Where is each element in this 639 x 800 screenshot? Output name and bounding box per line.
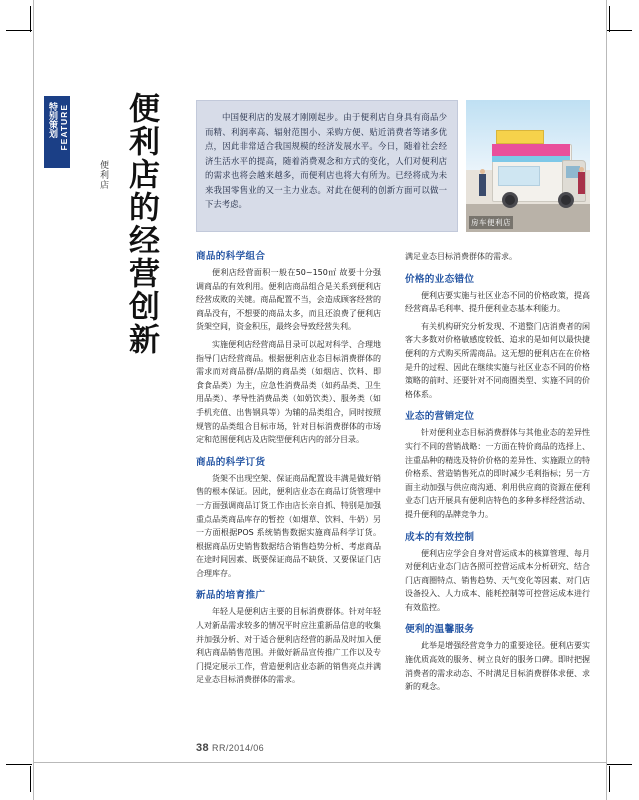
body-paragraph: 此举是增强经营竞争力的重要途径。便利店要实施优质高效的服务、树立良好的服务口碑。即时把握消费者的需求动态、不时满足目标消费群体求便、求新的观念。 [405, 641, 590, 692]
crop-mark [609, 766, 610, 792]
body-paragraph: 针对便利业态目标消费群体与其他业态的差异性实行不同的营销战略：一方面在特价商品的选择上、注重品种的精选及特价价格的差异性、实施跟立的特价格系、营造销售死点的即时减少毛利指标；另一方面主动加强与供应商沟通、利用供应商的资源在便利业态门店开展具有便利店特色的多种多样经营活动、提升便利的品牌竞争力。 [405, 428, 590, 519]
page-title: 便利店的经营创新 [123, 92, 159, 356]
body-column-right [405, 250, 590, 698]
section-heading: 商品的科学订货 [196, 456, 266, 468]
crop-mark [606, 30, 632, 31]
section-heading: 新品的培育推广 [196, 590, 266, 602]
crop-mark [30, 766, 31, 792]
crop-mark [6, 764, 32, 765]
photo-person [578, 172, 585, 194]
body-paragraph: 便利店应学会自身对营运成本的核算管理、每月对便利店业态门店各照可控营运成本分析研究、结合门店商圈特点、销售趋势、天气变化等因素、对门店设备投入、人力成本、能耗控制等可控营运成本进行有效监控。 [405, 548, 590, 612]
section-heading: 成本的有效控制 [405, 531, 475, 543]
article-subtitle: 便利店 [99, 160, 109, 190]
section-heading: 价格的业态错位 [405, 273, 475, 285]
article-photo [466, 100, 590, 232]
body-column-left [196, 250, 381, 691]
body-paragraph: 便利店要实施与社区业态不同的价格政策，提高经营商品毛利率、提升便利业态基本利能力。 [405, 290, 590, 314]
photo-caption: 房车便利店 [471, 218, 511, 227]
page-number: 38 [196, 742, 210, 754]
page-frame-right [606, 0, 607, 800]
section-heading: 便利的温馨服务 [405, 624, 475, 636]
crop-mark [30, 6, 31, 32]
photo-truck-wheel [502, 192, 518, 208]
body-paragraph: 实施便利店经营商品目录可以起对科学、合理地指导门店经营商品。根据便利店业态目标消费群体的需求而对商品群/品期的商品类（如烟店、饮料、即食食品类）为主，应急性消费品类（如药品类、卫生用品类）、孝导性消费品类（如奶饮类）、服务类（如手机充值、出售钢具等）为辅的品类组合，同时按照规管的品类组合目标市场，针对目标消费群体的市场定和范围便利店及店院型便利店内的部分目录。 [196, 339, 381, 445]
photo-truck-stripe-secondary [492, 156, 570, 162]
page-frame-left [33, 0, 34, 800]
photo-truck-wheel [558, 192, 574, 208]
photo-signboard [496, 130, 544, 144]
body-paragraph: 满足业态目标消费群体的需求。 [405, 252, 517, 261]
photo-truck-service-window [498, 166, 540, 186]
photo-person [479, 174, 486, 196]
lead-paragraph: 中国便利店的发展才刚刚起步。由于便利店自身具有商品少而精、利润率高、辐射范围小、采购方便、贴近消费者等诸多优点，因此非常适合我国规模的经济发展水平。今日，随着社会经济生活水平的提高，随着消费观念和方式的变化，人们对便利店的需求也将会越来越多，而便利店也将大有所为。已经将成为未来我国零售业的又一主力业态。对此在便利的创新方面可以做一下去考虑。 [205, 112, 447, 209]
crop-mark [6, 30, 32, 31]
crop-mark [606, 764, 632, 765]
body-paragraph: 有关机构研究分析发现、不道整门店消费者的闲客大多数对价格敏感度较低、追求的是如何以最快捷便利的方式购买所需商品。这无想的便利店在在价格是升的过程、因此在继续实施与社区业态不同的价格策略的前时、还要针对不同商圈类型、实施不同的价格体系。 [405, 321, 590, 399]
body-paragraph: 年轻人是便利店主要的目标消费群体。针对年轻人对新品需求较多的情况平时应注重新品信息的收集并加强分析、对于适合便利店经营的新品及时加入便利店商品销售范围。并做好新品宣传推广工作以及专门提定展示工作，营造便利店业态新的销售亮点并满足业态目标消费群体的需求。 [196, 607, 381, 685]
body-paragraph: 便利店经营面积一般在50~150㎡ 故要十分强调商品的有效利用。便利店商品组合是关系到便利店经营成败的关键。商品配置不当，会造成顾客经营的商品没有，不想要的商品太多，而且还浪费了便利店货架空间，资金积压，最终会导致经营失利。 [196, 268, 381, 332]
section-tab-label-cn: 特别策划 [48, 102, 58, 138]
crop-mark [609, 6, 610, 32]
section-tab [44, 96, 70, 168]
section-heading: 业态的营销定位 [405, 411, 475, 423]
page-frame-bottom [33, 762, 607, 763]
publication-info: RR/2014/06 [212, 743, 265, 753]
body-paragraph: 货架不出现空架、保证商品配置设丰满是做好销售的根本保证。因此，便利店业态在商品订货管理中一方面强调商品订货工作由店长亲自抓、特别是加强重点品类商品库存的暂控（如烟草、饮料、牛奶）另一方面根据POS 系统销售数据实施商品科学订货。根据商品历史销售数据结合销售趋势分析、考虑商品在途时间因素、既要保证商品不缺货、又要保证门店合理库存。 [196, 473, 381, 578]
section-tab-label-en: FEATURE [59, 104, 69, 151]
section-heading: 商品的科学组合 [196, 251, 266, 262]
photo-truck-stripe [492, 144, 570, 156]
page-folio [196, 742, 264, 754]
